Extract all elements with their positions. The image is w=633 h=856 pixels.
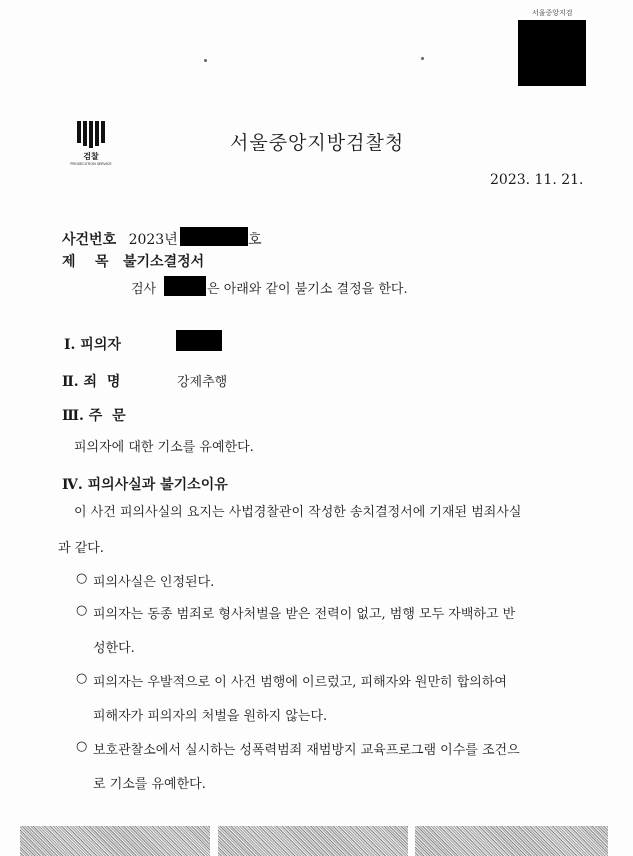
prosecution-logo bbox=[70, 121, 112, 169]
bullet-line2: 성한다. bbox=[93, 641, 135, 656]
logo-korean: 검찰 bbox=[83, 152, 99, 161]
stamp-label: 서울중앙지검 bbox=[532, 9, 573, 17]
intro-prefix: 검사 bbox=[131, 282, 157, 297]
bullet-line1: 피의자는 우발적으로 이 사건 범행에 이르렀고, 피해자와 원만히 합의하여 bbox=[93, 675, 507, 690]
scan-noise-block bbox=[20, 826, 210, 856]
section-charge-heading: Ⅱ. 죄 명 bbox=[62, 374, 121, 390]
office-title: 서울중앙지방검찰청 bbox=[230, 132, 405, 154]
order-text: 피의자에 대한 기소를 유예한다. bbox=[74, 440, 254, 455]
redacted-prosecutor bbox=[164, 276, 206, 296]
bullet-line1: 피의자는 동종 범죄로 형사처벌을 받은 전력이 없고, 범행 모두 자백하고 반 bbox=[93, 607, 516, 622]
case-suffix: 호 bbox=[248, 232, 262, 248]
facts-paragraph-line1: 이 사건 피의사실의 요지는 사법경찰관이 작성한 송치결정서에 기재된 범죄사실 bbox=[74, 505, 522, 520]
scan-noise-block bbox=[218, 826, 408, 856]
scan-dot bbox=[204, 59, 207, 62]
bullet-line1: 피의사실은 인정된다. bbox=[93, 575, 215, 590]
subject-row bbox=[62, 251, 204, 271]
scan-noise-block bbox=[415, 826, 608, 856]
subject-label: 제 목 bbox=[62, 254, 109, 270]
bullet-mark: ○ bbox=[76, 739, 88, 754]
redacted-case-number bbox=[180, 227, 248, 246]
section-order-heading: Ⅲ. 주 문 bbox=[62, 408, 126, 424]
logo-bars-icon bbox=[70, 121, 112, 148]
scan-dot bbox=[421, 57, 424, 60]
charge-value: 강제추행 bbox=[177, 375, 228, 390]
document-date: 2023. 11. 21. bbox=[490, 172, 584, 188]
redacted-suspect bbox=[176, 330, 222, 351]
bullet-line1: 보호관찰소에서 실시하는 성폭력범죄 재범방지 교육프로그램 이수를 조건으 bbox=[93, 743, 520, 758]
section-suspect-heading: Ⅰ. 피의자 bbox=[64, 337, 121, 353]
redacted-stamp bbox=[518, 20, 586, 86]
case-year: 2023년 bbox=[128, 232, 178, 248]
bullet-mark: ○ bbox=[76, 671, 88, 686]
case-label: 사건번호 bbox=[62, 232, 117, 248]
facts-paragraph-line2: 과 같다. bbox=[58, 541, 104, 556]
logo-english: PROSECUTION SERVICE bbox=[70, 162, 112, 166]
section-facts-heading: Ⅳ. 피의사실과 불기소이유 bbox=[62, 477, 228, 493]
subject-value: 불기소결정서 bbox=[123, 254, 205, 270]
intro-suffix: 은 아래와 같이 불기소 결정을 한다. bbox=[207, 282, 408, 297]
bullet-line2: 로 기소를 유예한다. bbox=[93, 777, 206, 792]
case-number-row bbox=[62, 229, 178, 249]
bullet-mark: ○ bbox=[76, 603, 88, 618]
bullet-mark: ○ bbox=[76, 571, 88, 586]
bullet-line2: 피해자가 피의자의 처벌을 원하지 않는다. bbox=[93, 709, 328, 724]
